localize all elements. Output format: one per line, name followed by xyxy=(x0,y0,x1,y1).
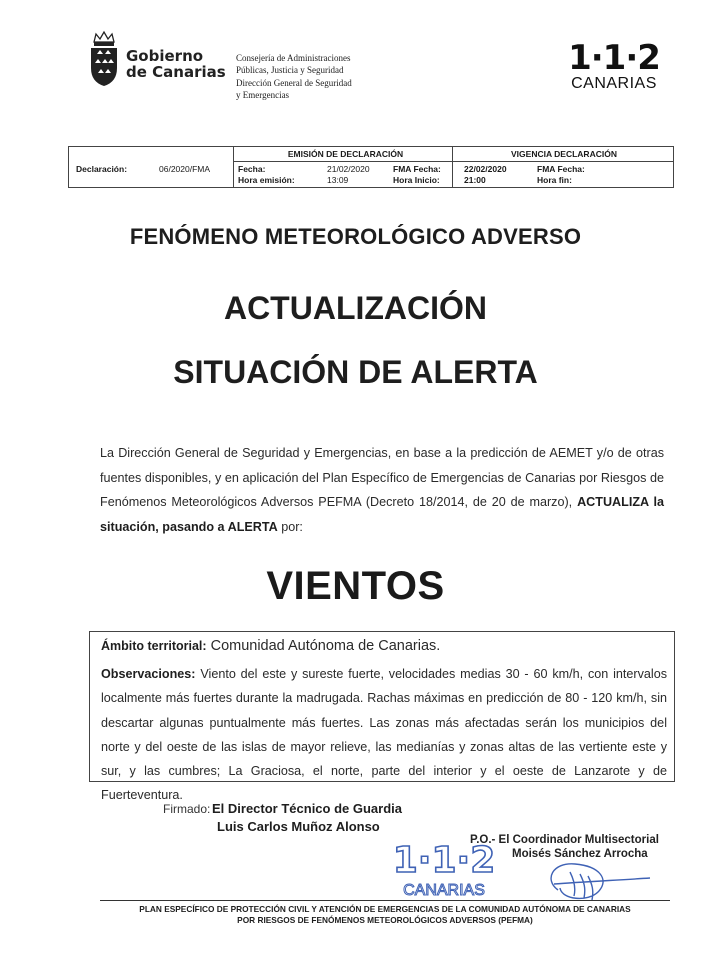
title-situacion-alerta: SITUACIÓN DE ALERTA xyxy=(173,354,538,390)
gobierno-line1: Gobierno xyxy=(126,47,204,65)
gobierno-canarias-crest-icon xyxy=(88,30,120,88)
gobierno-canarias-name xyxy=(126,48,226,80)
firmado-label: Firmado: xyxy=(163,802,211,816)
fecha-value: 21/02/2020 xyxy=(327,164,370,174)
fma-fecha-value: 22/02/2020 xyxy=(464,164,507,174)
intro-text: La Dirección General de Seguridad y Emergencias, en base a la predicción de AEMET y/o de otras fuentes disponibles, y en aplicación del Plan Específico de Emergencias de Canarias por Riesgos de Fenómenos Meteorológicos Adversos PEFMA (Decreto 18/2014, de 20 de marzo), xyxy=(100,446,664,509)
logo-112-number: 1·1·2 xyxy=(568,38,660,78)
logo-112-canarias xyxy=(566,40,662,92)
declaracion-label: Declaración: xyxy=(76,164,128,174)
stamp-number: 1·1·2 xyxy=(392,840,496,881)
consejeria-line: y Emergencias xyxy=(236,89,290,100)
firmante-title: El Director Técnico de Guardia xyxy=(212,801,402,816)
firmante-name: Luis Carlos Muñoz Alonso xyxy=(217,819,380,834)
gobierno-line2: de Canarias xyxy=(126,63,226,81)
stamp-text: CANARIAS xyxy=(403,882,485,898)
observaciones-label: Observaciones: xyxy=(101,667,196,681)
fecha-label: Fecha: xyxy=(238,164,266,174)
logo-112-text: CANARIAS xyxy=(571,75,657,92)
declaracion-value: 06/2020/FMA xyxy=(159,164,211,174)
consejeria-line: Públicas, Justicia y Seguridad xyxy=(236,64,344,75)
intro-tail: por: xyxy=(277,519,303,534)
declaration-table xyxy=(68,146,674,188)
consejeria-line: Dirección General de Seguridad xyxy=(236,78,352,88)
phenomenon-title: VIENTOS xyxy=(266,564,445,608)
hora-inicio-value: 21:00 xyxy=(464,175,486,185)
emision-header: EMISIÓN DE DECLARACIÓN xyxy=(287,149,404,159)
po-coordinator-line: P.O.- El Coordinador Multisectorial xyxy=(470,834,659,846)
footer xyxy=(100,900,670,926)
ambito-value: Comunidad Autónoma de Canarias. xyxy=(206,638,441,654)
vigencia-header: VIGENCIA DECLARACIÓN xyxy=(511,149,617,159)
intro-paragraph xyxy=(100,441,664,539)
hora-emision-value: 13:09 xyxy=(327,175,349,185)
ambito-line xyxy=(101,638,440,654)
title-actualizacion: ACTUALIZACIÓN xyxy=(223,290,488,326)
hora-emision-label: Hora emisión: xyxy=(238,175,295,185)
intro-bold: ACTUALIZA la situación, pasando a ALERTA xyxy=(100,495,665,534)
footer-line2: POR RIESGOS DE FENÓMENOS METEOROLÓGICOS ADVERSOS (PEFMA) xyxy=(237,915,533,925)
consejeria-block xyxy=(236,53,352,101)
ambito-label: Ámbito territorial: xyxy=(101,639,207,653)
hora-fin-label: Hora fin: xyxy=(537,175,572,185)
hora-inicio-label: Hora Inicio: xyxy=(393,175,440,185)
stamp-112-icon xyxy=(392,838,497,898)
title-fenomeno: FENÓMENO METEOROLÓGICO ADVERSO xyxy=(129,224,582,249)
observaciones-line xyxy=(101,662,667,808)
footer-line1: PLAN ESPECÍFICO DE PROTECCIÓN CIVIL Y ATENCIÓN DE EMERGENCIAS DE LA COMUNIDAD AUTÓNOMA DE CANARIAS xyxy=(139,904,631,914)
fma-fecha-fin-label: FMA Fecha: xyxy=(537,164,585,174)
fma-fecha-label: FMA Fecha: xyxy=(393,164,441,174)
observaciones-value: Viento del este y sureste fuerte, velocidades medias 30 - 60 km/h, con intervalos localmente más fuertes durante la madrugada. Rachas máximas en predicción de 80 - 120 km/h, sin descartar algunas puntualmente más fuertes. Las zonas más afectadas serán los municipios del norte y del oeste de las islas de mayor relieve, las medianías y zonas altas de las vertiente este y sur, y las cumbres; La Graciosa, el norte, parte del interior y el oeste de Lanzarote y de Fuerteventura. xyxy=(101,667,667,803)
po-coordinator-name: Moisés Sánchez Arrocha xyxy=(512,848,648,860)
consejeria-line: Consejería de Administraciones xyxy=(236,53,351,63)
details-box xyxy=(89,631,675,803)
